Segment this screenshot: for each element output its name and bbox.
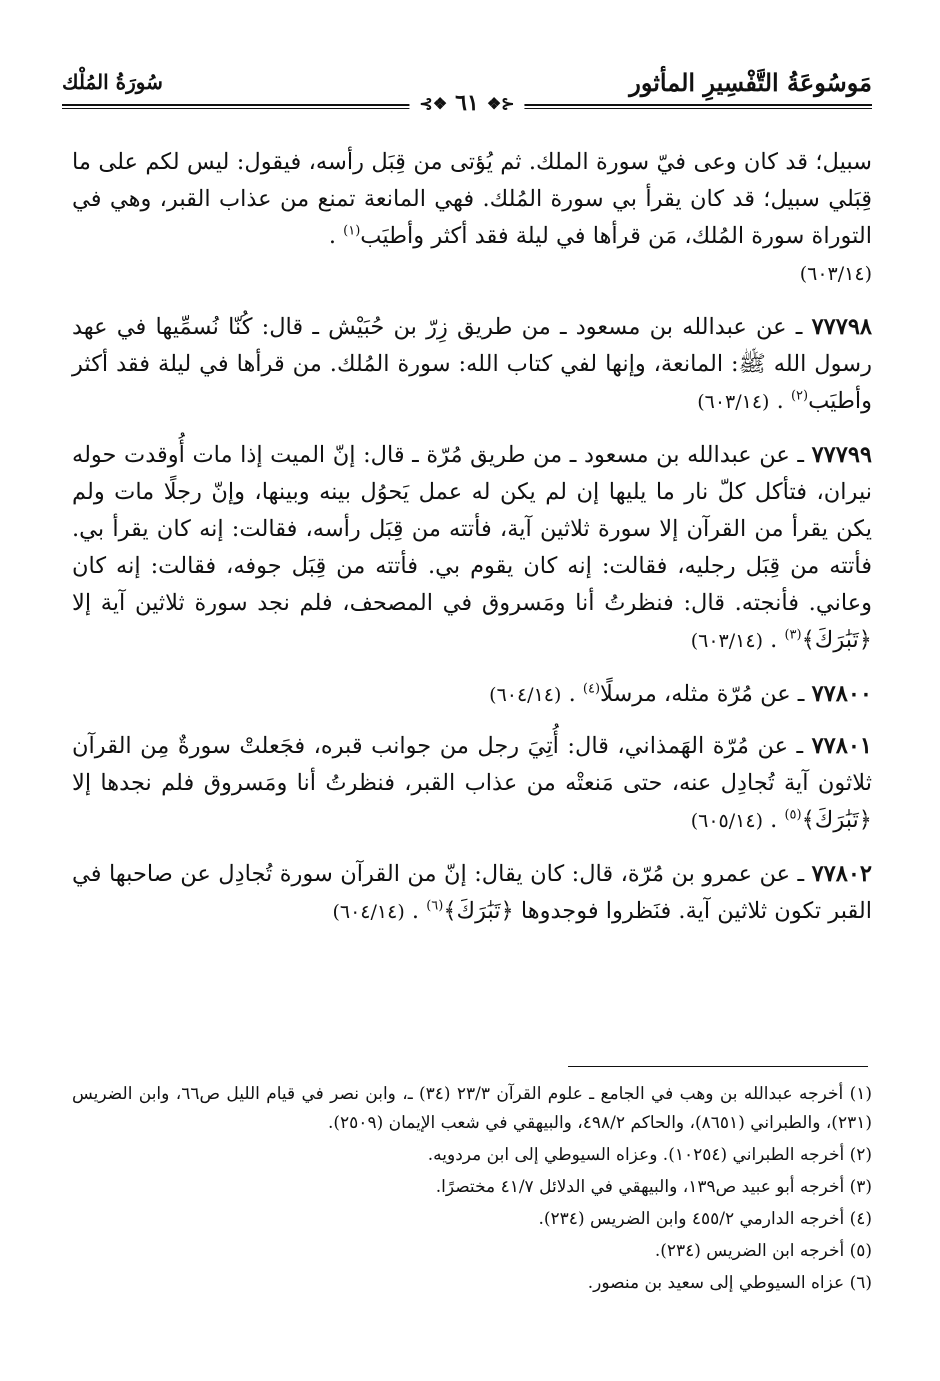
volume-reference: (٦٠٤/١٤) bbox=[489, 684, 562, 706]
surah-title: سُورَةُ المُلْك bbox=[62, 70, 163, 94]
footnote: (٢) أخرجه الطبراني (١٠٢٥٤). وعزاه السيوطي إلى ابن مردويه. bbox=[427, 1145, 872, 1165]
volume-reference: (٦٠٤/١٤) bbox=[332, 901, 405, 923]
volume-reference: (٦٠٣/١٤) bbox=[697, 391, 770, 413]
paragraph bbox=[72, 728, 872, 840]
paragraph bbox=[72, 856, 872, 931]
paragraph bbox=[72, 437, 872, 660]
paragraph-end: . bbox=[770, 627, 778, 653]
hadith-number: ٧٧٨٠٠ bbox=[811, 681, 872, 707]
footnote-marker: (٣) bbox=[784, 627, 802, 643]
paragraph-text: ـ عن عمرو بن مُرّة، قال: كان يقال: إنّ من القرآن سورة تُجادِل عن صاحبها في القبر تكون ثلاثين آية. فنَظروا فوجدوها ﴿تَبَٰرَكَ﴾ bbox=[72, 861, 872, 924]
hadith-number: ٧٧٧٩٨ bbox=[811, 314, 872, 340]
paragraph bbox=[72, 144, 872, 293]
paragraph-text: ـ عن عبدالله بن مسعود ـ من طريق زِرّ بن حُبَيْش ـ قال: كُنّا نُسمِّيها في عهد رسول الله ﷺ: المانعة، وإنها لفي كتاب الله: سورة المُلك. من قرأها في ليلة فقد أكثر وأطيَب bbox=[72, 314, 872, 414]
hadith-number: ٧٧٨٠٢ bbox=[811, 861, 872, 887]
footnote: (٤) أخرجه الدارمي ٤٥٥/٢ وابن الضريس (٢٣٤). bbox=[538, 1209, 872, 1229]
paragraph-end: . bbox=[328, 223, 336, 249]
paragraph-end: . bbox=[568, 681, 576, 707]
main-text bbox=[72, 144, 872, 947]
footnote: (١) أخرجه عبدالله بن وهب في الجامع ـ علوم القرآن ٢٣/٣ (٣٤) ـ، وابن نصر في قيام الليل ص٦٦، وابن الضريس (٢٣١)، والطبراني (٨٦٥١)، والحاكم ٤٩٨/٢، والبيهقي في شعب الإيمان (٢٥٠٩). bbox=[72, 1084, 872, 1133]
paragraph-text: ـ عن عبدالله بن مسعود ـ من طريق مُرّة ـ قال: إنّ الميت إذا مات أُوقدت حوله نيران، فتأكل كلّ نار ما يليها إن لم يكن له عمل يَحوُل بينه وبينها، وإنّ رجلًا مات ولم يكن يقرأ من القرآن إلا سورة ثلاثين آية، فأتته من قِبَل رأسه، فقالت: إنه كان يقرأ بي. فأتته من قِبَل رجليه، فقالت: إنه كان يقوم بي. فأتته من قِبَل جوفه، فقالت: إنه كان وعاني. فأنجته. قال: فنظرتُ أنا ومَسروق في المصحف، فلم نجد سورة ثلاثين آية إلا ﴿تَبَٰرَكَ﴾ bbox=[72, 442, 872, 653]
page-header bbox=[62, 60, 872, 120]
paragraph-end: . bbox=[776, 388, 784, 414]
book-title: مَوسُوعَةُ التَّفْسِيرِ المأثور bbox=[629, 68, 872, 97]
ornament-right-icon: ⊰❖ bbox=[486, 93, 515, 113]
paragraph bbox=[72, 676, 872, 714]
paragraph-end: . bbox=[770, 807, 778, 833]
ornament-left-icon: ❖⊱ bbox=[419, 93, 448, 113]
paragraph-text: ـ عن مُرّة مثله، مرسلًا bbox=[600, 681, 812, 707]
footnote-marker: (٤) bbox=[582, 681, 601, 697]
hadith-number: ٧٧٧٩٩ bbox=[811, 442, 872, 468]
volume-reference: (٦٠٥/١٤) bbox=[690, 810, 763, 832]
footnote-marker: (٦) bbox=[426, 898, 444, 914]
footnote: (٣) أخرجه أبو عبيد ص١٣٩، والبيهقي في الدلائل ٤١/٧ مختصرًا. bbox=[435, 1177, 872, 1197]
footnote-marker: (٢) bbox=[790, 388, 809, 404]
paragraph-text: سبيل؛ قد كان وعى فيّ سورة الملك. ثم يُؤتى من قِبَل رأسه، فيقول: ليس لكم على ما قِبَلي سبيل؛ قد كان يقرأ بي سورة المُلك. فهي المانعة تمنع من عذاب القبر، وهي في التوراة سورة المُلك، مَن قرأها في ليلة فقد أكثر وأطيَب bbox=[72, 149, 872, 249]
volume-reference: (٦٠٣/١٤) bbox=[799, 263, 872, 285]
page-number-group bbox=[409, 90, 524, 116]
paragraph bbox=[72, 309, 872, 421]
footnote: (٥) أخرجه ابن الضريس (٢٣٤). bbox=[654, 1241, 872, 1261]
page-number: ٦١ bbox=[455, 90, 479, 116]
hadith-number: ٧٧٨٠١ bbox=[811, 733, 872, 759]
footnote-divider bbox=[568, 1066, 868, 1067]
footnote-marker: (٥) bbox=[784, 807, 802, 823]
paragraph-text: ـ عن مُرّة الهَمذاني، قال: أُتِيَ رجل من جوانب قبره، فجَعلتْ سورةٌ مِن القرآن ثلاثون آية تُجادِل عنه، حتى مَنعتْه من عذاب القبر، فنظرتُ أنا ومَسروق فلم نجدها إلا ﴿تَبَٰرَكَ﴾ bbox=[72, 733, 872, 833]
volume-reference: (٦٠٣/١٤) bbox=[690, 630, 763, 652]
footnotes bbox=[72, 1080, 872, 1301]
footnote: (٦) عزاه السيوطي إلى سعيد بن منصور. bbox=[587, 1273, 872, 1293]
paragraph-end: . bbox=[411, 898, 420, 924]
footnote-marker: (١) bbox=[343, 223, 361, 239]
